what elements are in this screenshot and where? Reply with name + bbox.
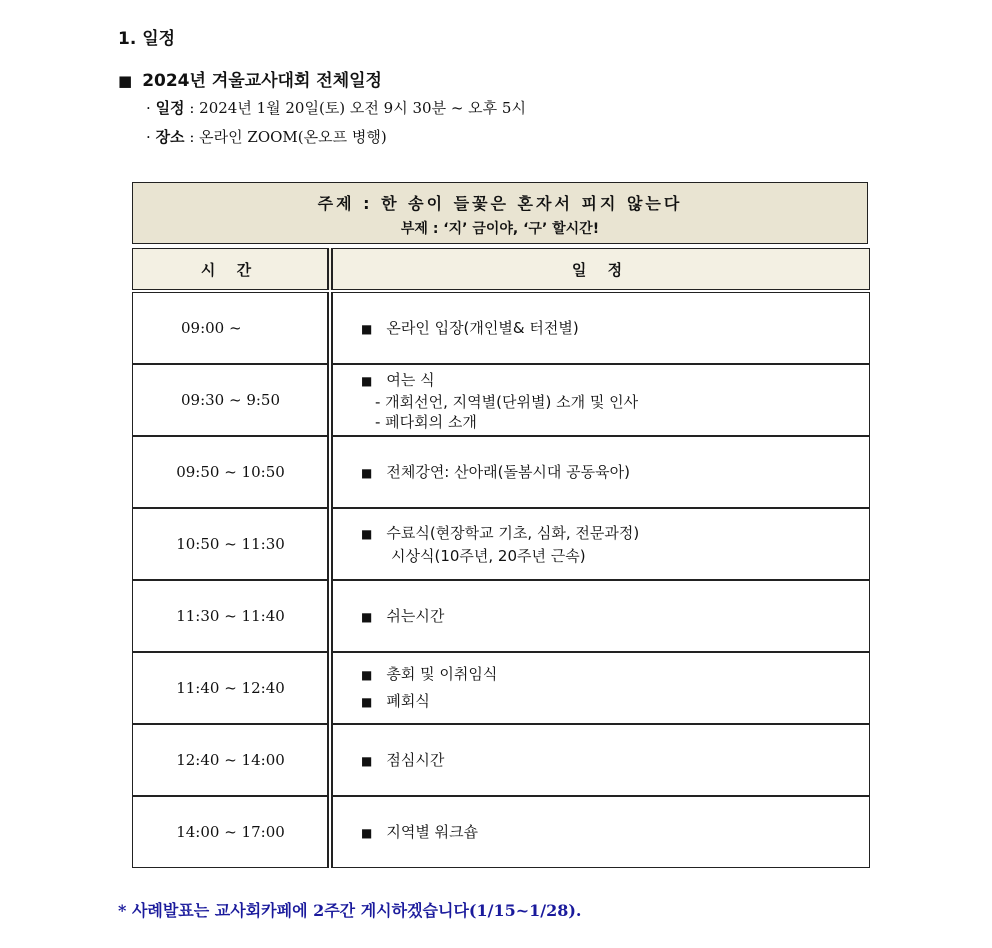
row-time: 09:50 ~ 10:50 — [132, 436, 328, 508]
table-header-row — [132, 248, 870, 290]
row-schedule — [332, 724, 870, 796]
table-row — [132, 580, 870, 652]
section-title: 1. 일정 — [118, 29, 176, 49]
square-bullet-icon: ■ — [361, 526, 373, 541]
row-time: 10:50 ~ 11:30 — [132, 508, 328, 580]
date-line — [146, 97, 526, 118]
square-bullet-icon: ■ — [361, 695, 373, 709]
schedule-item: 점심시간 — [386, 750, 445, 769]
schedule-subitem: - 개회선언, 지역별(단위별) 소개 및 인사 — [375, 392, 639, 411]
table-row — [132, 796, 870, 868]
schedule-item: 전체강연: 산아래(돌봄시대 공동육아) — [386, 462, 630, 481]
row-schedule — [332, 292, 870, 364]
table-row — [132, 508, 870, 580]
row-schedule — [332, 652, 870, 724]
schedule-item: 총회 및 이취임식 — [386, 665, 498, 683]
schedule-item: 지역별 워크숍 — [386, 822, 479, 841]
footnote: * 사례발표는 교사회카페에 2주간 게시하겠습니다(1/15~1/28). — [118, 901, 582, 920]
schedule-item: 온라인 입장(개인별& 터전별) — [386, 318, 579, 337]
square-bullet-icon: ■ — [361, 753, 373, 768]
theme-main: 주제 : 한 송이 들꽃은 혼자서 피지 않는다 — [317, 194, 683, 213]
place-value: 온라인 ZOOM(온오프 병행) — [199, 128, 387, 146]
dot-bullet-icon: · — [146, 128, 151, 146]
colon: : — [189, 99, 200, 117]
square-bullet-icon: ■ — [118, 72, 133, 90]
schedule-item: 폐회식 — [386, 692, 430, 710]
schedule-item: 수료식(현장학교 기초, 심화, 전문과정) — [386, 523, 640, 542]
table-row — [132, 292, 870, 364]
row-schedule — [332, 580, 870, 652]
row-time: 09:00 ~ — [132, 292, 328, 364]
square-bullet-icon: ■ — [361, 373, 373, 388]
row-schedule — [332, 364, 870, 436]
table-row — [132, 652, 870, 724]
square-bullet-icon: ■ — [361, 825, 373, 840]
schedule-item: 여는 식 — [386, 370, 435, 389]
overview-title — [118, 66, 382, 91]
theme-box — [132, 182, 868, 244]
place-line — [146, 126, 387, 147]
overview-title-text: 2024년 겨울교사대회 전체일정 — [142, 71, 382, 91]
square-bullet-icon: ■ — [361, 609, 373, 624]
row-time: 11:30 ~ 11:40 — [132, 580, 328, 652]
date-value: 2024년 1월 20일(토) 오전 9시 30분 ~ 오후 5시 — [199, 99, 526, 117]
colon: : — [189, 128, 200, 146]
header-schedule: 일 정 — [332, 248, 870, 290]
schedule-continuation: 시상식(10주년, 20주년 근속) — [391, 546, 586, 565]
table-row — [132, 436, 870, 508]
schedule-table — [132, 248, 870, 868]
schedule-item: 쉬는시간 — [386, 606, 445, 625]
row-time: 11:40 ~ 12:40 — [132, 652, 328, 724]
square-bullet-icon: ■ — [361, 668, 373, 682]
table-row — [132, 724, 870, 796]
row-schedule — [332, 796, 870, 868]
table-row — [132, 364, 870, 436]
row-time: 12:40 ~ 14:00 — [132, 724, 328, 796]
dot-bullet-icon: · — [146, 99, 151, 117]
place-label: 장소 — [155, 128, 185, 146]
row-time: 14:00 ~ 17:00 — [132, 796, 328, 868]
row-schedule — [332, 436, 870, 508]
square-bullet-icon: ■ — [361, 465, 373, 480]
schedule-subitem: - 페다회의 소개 — [375, 412, 477, 431]
row-schedule — [332, 508, 870, 580]
square-bullet-icon: ■ — [361, 321, 373, 336]
date-label: 일정 — [155, 99, 185, 117]
row-time: 09:30 ~ 9:50 — [132, 364, 328, 436]
header-time: 시 간 — [132, 248, 328, 290]
theme-sub: 부제 : ‘지’ 금이야, ‘구’ 할시간! — [400, 221, 600, 237]
